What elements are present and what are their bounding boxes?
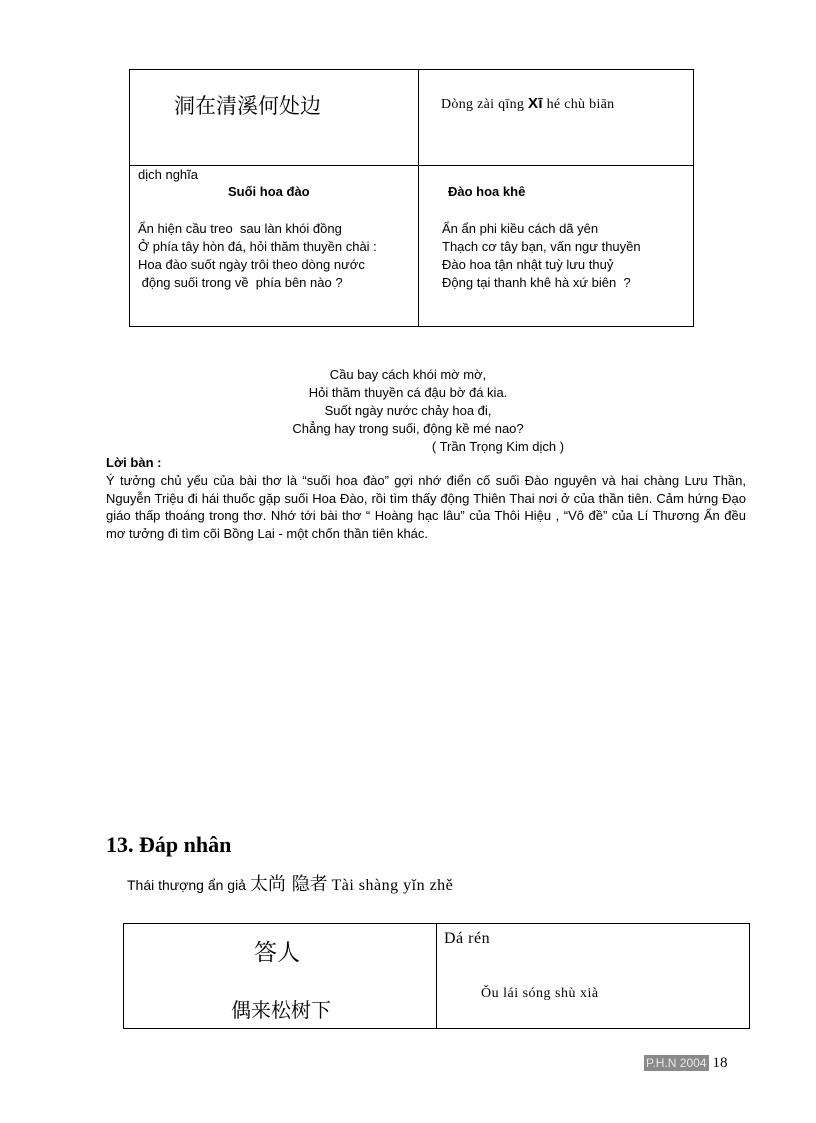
author-badge: P.H.N 2004	[646, 1056, 707, 1071]
vietnamese-translation	[138, 220, 377, 292]
translation-line: động suối trong về phía bên nào ?	[138, 275, 343, 290]
poem-line-pinyin: Ǒu lái sóng shù xià	[481, 986, 599, 1001]
reading-line: Thạch cơ tây bạn, vấn ngư thuyền	[442, 239, 641, 254]
section-heading: 13. Đáp nhân	[106, 832, 232, 857]
translation-line: Hoa đào suốt ngày trôi theo dòng nước	[138, 257, 365, 272]
table-column-divider	[436, 924, 437, 1028]
reading-line: Đào hoa tận nhật tuỳ lưu thuỷ	[442, 257, 614, 272]
poem-line-chinese: 偶来松树下	[231, 998, 331, 1022]
poem-table	[129, 69, 694, 327]
author-pinyin: Tài shàng yǐn zhě	[331, 877, 454, 894]
translation-line: Ở phía tây hòn đá, hỏi thăm thuyền chài :	[138, 239, 377, 254]
poem-title-chinese: 答人	[254, 940, 300, 966]
reading-line: Động tại thanh khê hà xứ biên ?	[442, 275, 631, 290]
sino-vietnamese-reading	[442, 220, 641, 292]
chinese-title: 洞在清溪何处边	[174, 94, 321, 118]
commentary-body: Ý tưởng chủ yếu của bài thơ là “suối hoa đào” gợi nhớ điển cố suối Đào nguyên và hai chàng Lưu Thần, Nguyễn Triệu đi hái thuốc gặp suối Hoa Đào, rồi tìm thấy động Thiên Thai nơi ở của thần tiên. Cảm hứng Đạo giáo thấp thoáng trong thơ. Nhớ tới bài thơ “ Hoàng hạc lâu” của Thôi Hiệu , “Vô đề” của Lí Thương Ẩn đều mơ tưởng đi tìm cõi Bồng Lai - một chốn thần tiên khác.	[106, 473, 746, 541]
table-column-divider	[418, 70, 419, 326]
table-row-divider	[130, 165, 693, 166]
verse-line: Suốt ngày nước chảy hoa đi,	[324, 403, 492, 418]
sino-vietnamese-title: Đào hoa khê	[448, 184, 526, 199]
page-number: 18	[712, 1054, 728, 1071]
translation-line: Ẩn hiện cầu treo sau làn khói đồng	[138, 221, 342, 236]
pinyin-title: Dòng zài qīng Xī hé chù biān	[441, 95, 615, 112]
section-subtitle	[127, 870, 453, 896]
author-chinese: 太尚 隐者	[249, 874, 328, 895]
poem-title-pinyin: Dá rén	[444, 930, 491, 947]
verse-line: Hỏi thăm thuyền cá đậu bờ đá kia.	[308, 385, 508, 400]
verse-line: Chẳng hay trong suối, động kề mé nao?	[292, 421, 524, 436]
verse-translation	[0, 366, 816, 456]
reading-line: Ẩn ẩn phi kiều cách dã yên	[442, 221, 599, 236]
translation-label: dịch nghĩa	[138, 167, 198, 182]
verse-line: Cầu bay cách khói mờ mờ,	[329, 367, 487, 382]
page-footer	[644, 1054, 728, 1072]
second-poem-table	[123, 923, 750, 1029]
vietnamese-title: Suối hoa đào	[228, 184, 310, 199]
commentary-title: Lời bàn :	[106, 455, 162, 470]
translator-credit: ( Trần Trọng Kim dịch )	[431, 439, 565, 454]
author-vietnamese: Thái thượng ẩn giả	[127, 877, 250, 893]
